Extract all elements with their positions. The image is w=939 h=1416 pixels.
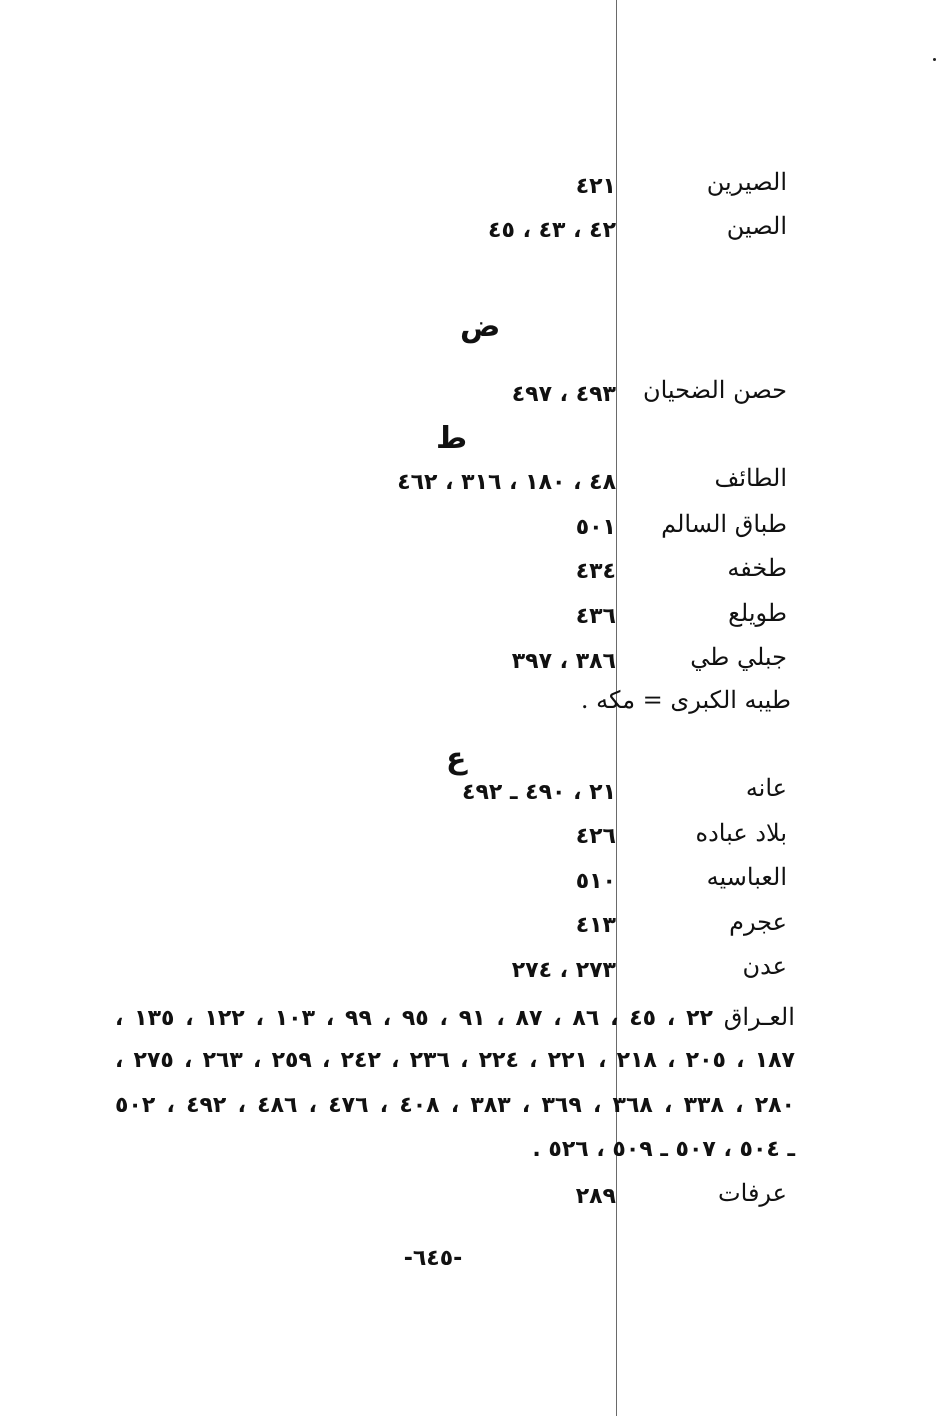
page-number: -٦٤٥-: [403, 1246, 463, 1271]
entry-name: طباق السالم: [661, 510, 787, 538]
entry-name: بلاد عباده: [695, 819, 787, 847]
entry-pages: ٤٣٤: [575, 559, 616, 584]
entry-name: عرفات: [718, 1179, 787, 1207]
entry-name: طويلع: [728, 599, 787, 627]
entry-name: طخفه: [727, 554, 787, 582]
section-letter-dad: ض: [460, 309, 501, 344]
iraq-line-1: [115, 1005, 795, 1030]
entry-name: عانه: [745, 774, 787, 802]
entry-pages: ٢١ ، ٤٩٠ ـ ٤٩٢: [462, 780, 616, 805]
iraq-line-4: ـ ٥٠٤ ، ٥٠٧ ـ ٥٠٩ ، ٥٢٦ .: [532, 1137, 795, 1162]
entry-pages: ٤٩٣ ، ٤٩٧: [511, 382, 616, 407]
iraq-pages-1: ٢٢ ، ٤٥ ، ٨٦ ، ٨٧ ، ٩١ ، ٩٥ ، ٩٩ ، ١٠٣ ، ١٢٢ ، ١٣٥ ،: [115, 1006, 713, 1031]
entry-pages: ٤٢ ، ٤٣ ، ٤٥: [488, 218, 616, 243]
entry-name: الطائف: [714, 464, 787, 492]
iraq-line-3: ٢٨٠ ، ٣٣٨ ، ٣٦٨ ، ٣٦٩ ، ٣٨٣ ، ٤٠٨ ، ٤٧٦ ، ٤٨٦ ، ٤٩٢ ، ٥٠٢: [115, 1093, 795, 1118]
entry-name: جبلي طي: [690, 643, 787, 671]
entry-pages: ٤٨ ، ١٨٠ ، ٣١٦ ، ٤٦٢: [397, 470, 616, 495]
entry-name: العباسيه: [706, 863, 787, 891]
entry-name: الصين: [726, 212, 787, 240]
entry-pages: ٤٢٦: [575, 824, 616, 849]
cross-reference: طيبه الكبرى = مكه .: [580, 686, 791, 714]
entry-pages: ٥١٠: [575, 869, 616, 894]
section-letter-ain: ع: [446, 741, 467, 776]
scan-speck: [933, 58, 936, 61]
entry-name: حصن الضحيان: [642, 376, 787, 404]
entry-pages: ٢٧٣ ، ٢٧٤: [511, 958, 616, 983]
entry-name: عدن: [742, 952, 787, 980]
section-letter-ta: ط: [436, 421, 468, 456]
iraq-line-2: ١٨٧ ، ٢٠٥ ، ٢١٨ ، ٢٢١ ، ٢٢٤ ، ٢٣٦ ، ٢٤٢ ، ٢٥٩ ، ٢٦٣ ، ٢٧٥ ،: [115, 1048, 795, 1073]
entry-name: الصيرين: [706, 168, 787, 196]
entry-pages: ٤١٣: [575, 913, 616, 938]
entry-pages: ٤٣٦: [575, 604, 616, 629]
entry-pages: ٣٨٦ ، ٣٩٧: [511, 649, 616, 674]
entry-pages: ٥٠١: [575, 515, 616, 540]
entry-name: عجرم: [729, 908, 787, 936]
entry-pages: ٢٨٩: [575, 1184, 616, 1209]
iraq-heading: العـراق: [723, 1003, 795, 1031]
entry-pages: ٤٢١: [575, 174, 616, 199]
